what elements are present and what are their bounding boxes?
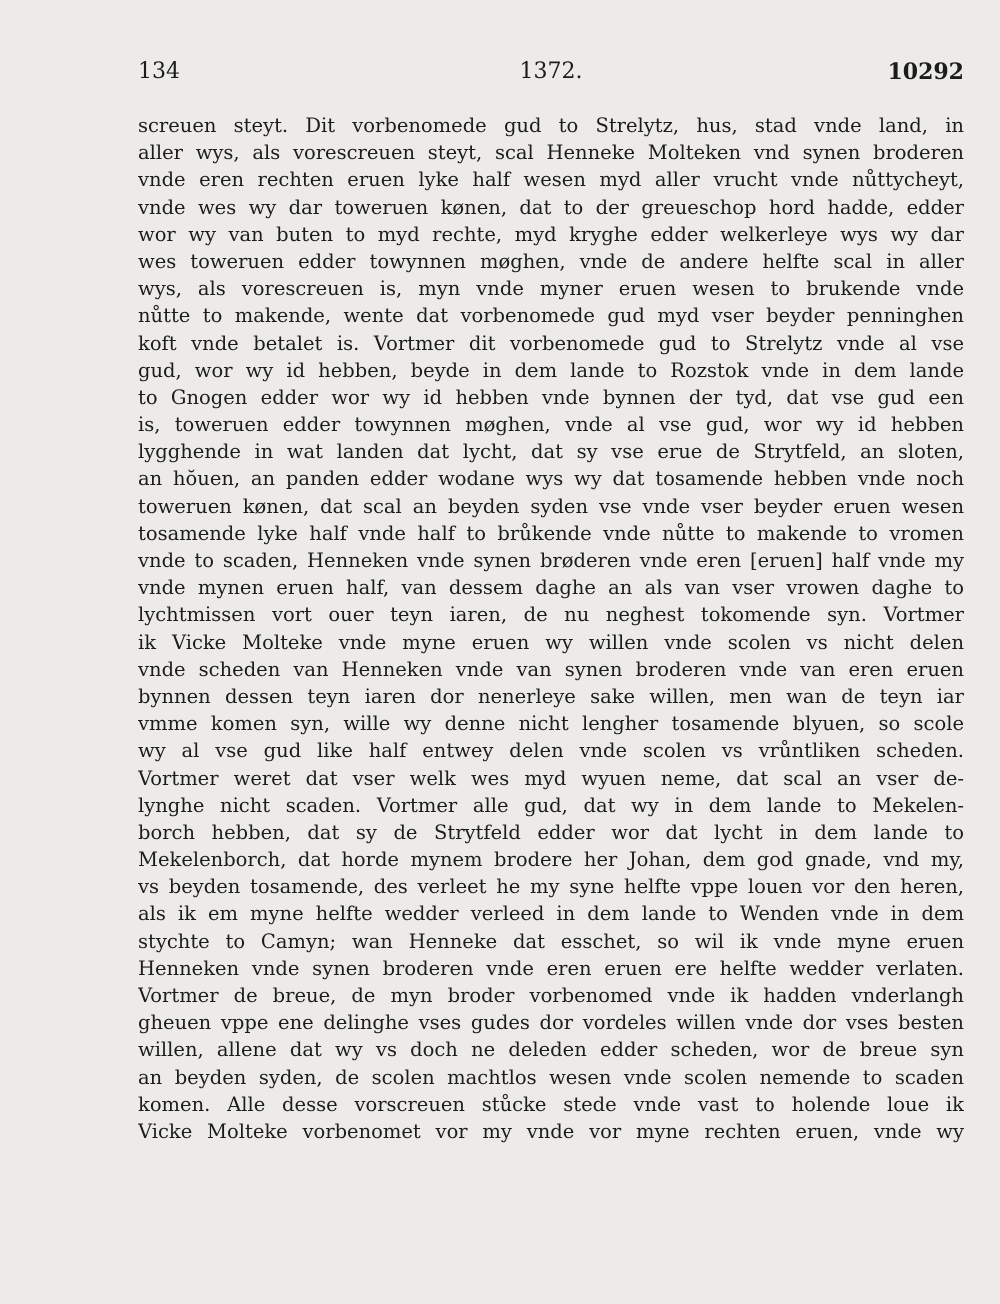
text-line: vs beyden tosamende, des verleet he my syne helfte vppe louen vor den heren, <box>138 875 964 899</box>
text-line: Vortmer de breue, de myn broder vorbenomed vnde ik hadden vnderlangh <box>138 984 964 1007</box>
text-line: koft vnde betalet is. Vortmer dit vorbenomede gud to Strelytz vnde al vse <box>138 331 964 355</box>
text-line: screuen steyt. Dit vorbenomede gud to Strelytz, hus, stad vnde land, in <box>138 114 964 137</box>
text-line: als ik em myne helfte wedder verleed in dem lande to Wenden vnde in dem <box>138 902 964 926</box>
page-header <box>138 56 964 88</box>
text-line: wor wy van buten to myd rechte, myd kryghe edder welkerleye wys wy dar <box>138 222 964 246</box>
text-line: lygghende in wat landen dat lycht, dat sy vse erue de Strytfeld, an sloten, <box>138 440 964 464</box>
text-line: is, toweruen edder towynnen møghen, vnde al vse gud, wor wy id hebben <box>138 413 964 437</box>
text-line: tosamende lyke half vnde half to brůkende vnde nůtte to makende to vromen <box>138 521 964 545</box>
text-line: wy al vse gud like half entwey delen vnde scolen vs vrůntliken scheden. <box>138 739 964 763</box>
text-line: Vortmer weret dat vser welk wes myd wyuen neme, dat scal an vser de- <box>138 766 964 790</box>
text-line: wys, als vorescreuen is, myn vnde myner eruen wesen to brukende vnde <box>138 277 964 301</box>
text-line: ik Vicke Molteke vnde myne eruen wy willen vnde scolen vs nicht delen <box>138 630 964 654</box>
text-line: vmme komen syn, wille wy denne nicht lengher tosamende blyuen, so scole <box>138 712 964 736</box>
text-line: komen. Alle desse vorscreuen stůcke stede vnde vast to holende loue ik <box>138 1092 964 1116</box>
text-line: aller wys, als vorescreuen steyt, scal Henneke Molteken vnd synen broderen <box>138 141 964 165</box>
page-year: 1372. <box>519 59 583 84</box>
text-line: vnde to scaden, Henneken vnde synen brøderen vnde eren [eruen] half vnde my <box>138 549 964 572</box>
text-line: lynghe nicht scaden. Vortmer alle gud, dat wy in dem lande to Mekelen- <box>138 793 964 817</box>
text-line: vnde wes wy dar toweruen kønen, dat to der greueschop hord hadde, edder <box>138 195 964 219</box>
body-text <box>138 112 964 1145</box>
text-line: nůtte to makende, wente dat vorbenomede gud myd vser beyder penninghen <box>138 304 964 328</box>
text-line: an hŏuen, an panden edder wodane wys wy dat tosamende hebben vnde noch <box>138 467 964 491</box>
page-number: 134 <box>138 59 180 84</box>
text-line: gheuen vppe ene delinghe vses gudes dor vordeles willen vnde dor vses besten <box>138 1011 964 1035</box>
text-line: gud, wor wy id hebben, beyde in dem lande to Rozstok vnde in dem lande <box>138 358 964 382</box>
document-number: 10292 <box>887 59 964 85</box>
text-line: borch hebben, dat sy de Strytfeld edder wor dat lycht in dem lande to <box>138 820 964 844</box>
text-line: Mekelenborch, dat horde mynem brodere her Johan, dem god gnade, vnd my, <box>138 848 964 872</box>
text-line: willen, allene dat wy vs doch ne deleden edder scheden, wor de breue syn <box>138 1038 964 1062</box>
text-line: vnde mynen eruen half, van dessem daghe an als van vser vrowen daghe to <box>138 576 964 600</box>
text-line: Henneken vnde synen broderen vnde eren eruen ere helfte wedder verlaten. <box>138 956 964 980</box>
text-line: to Gnogen edder wor wy id hebben vnde bynnen der tyd, dat vse gud een <box>138 385 964 409</box>
text-line: bynnen dessen teyn iaren dor nenerleye sake willen, men wan de teyn iar <box>138 684 964 708</box>
text-line: vnde scheden van Henneken vnde van synen broderen vnde van eren eruen <box>138 657 964 681</box>
text-line: stychte to Camyn; wan Henneke dat esschet, so wil ik vnde myne eruen <box>138 929 964 953</box>
text-line: wes toweruen edder towynnen møghen, vnde de andere helfte scal in aller <box>138 249 964 273</box>
text-line: vnde eren rechten eruen lyke half wesen myd aller vrucht vnde nůttycheyt, <box>138 168 964 192</box>
text-line: toweruen kønen, dat scal an beyden syden vse vnde vser beyder eruen wesen <box>138 494 964 518</box>
text-line: an beyden syden, de scolen machtlos wesen vnde scolen nemende to scaden <box>138 1065 964 1089</box>
text-line: Vicke Molteke vorbenomet vor my vnde vor myne rechten eruen, vnde wy <box>138 1119 964 1143</box>
text-line: lychtmissen vort ouer teyn iaren, de nu neghest tokomende syn. Vortmer <box>138 603 964 627</box>
